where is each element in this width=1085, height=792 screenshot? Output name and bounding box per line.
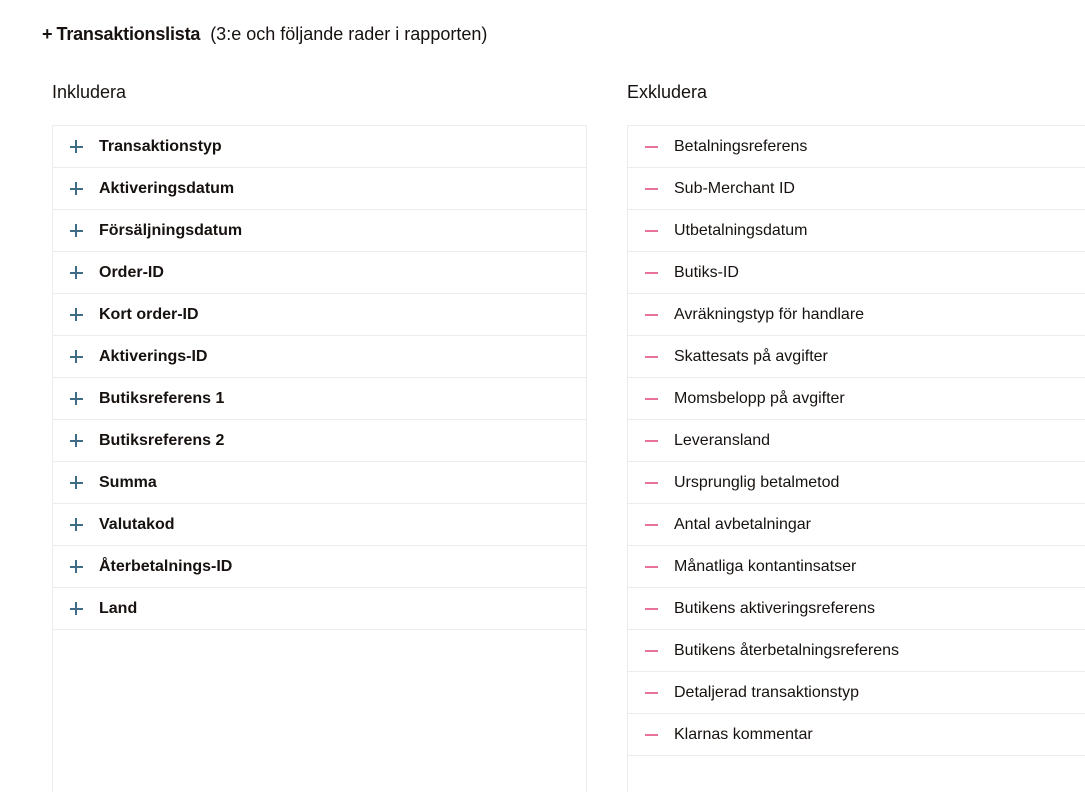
include-item-label: Butiksreferens 2 <box>99 431 225 449</box>
section-title: Transaktionslista <box>56 23 201 44</box>
include-item-label: Land <box>99 599 138 617</box>
add-icon-wrap[interactable] <box>53 462 99 504</box>
add-icon-wrap[interactable] <box>53 546 99 588</box>
include-item-butiksreferens-2[interactable] <box>53 420 586 462</box>
section-heading[interactable] <box>42 22 487 46</box>
exclude-item-leveransland[interactable] <box>628 420 1085 462</box>
expand-plus-icon[interactable]: + <box>42 23 53 44</box>
section-subtitle: (3:e och följande rader i rapporten) <box>210 23 488 44</box>
plus-icon[interactable] <box>70 392 83 405</box>
exclude-item-label: Betalningsreferens <box>674 137 808 155</box>
plus-icon[interactable] <box>70 140 83 153</box>
include-item-transaktionstyp[interactable] <box>53 126 586 168</box>
remove-icon-wrap[interactable] <box>628 630 674 672</box>
exclude-item-label: Skattesats på avgifter <box>674 347 828 365</box>
add-icon-wrap[interactable] <box>53 210 99 252</box>
exclude-item-label: Klarnas kommentar <box>674 725 813 743</box>
minus-icon[interactable] <box>645 308 658 321</box>
remove-icon-wrap[interactable] <box>628 126 674 168</box>
minus-icon[interactable] <box>645 476 658 489</box>
include-item-land[interactable] <box>53 588 586 630</box>
minus-icon[interactable] <box>645 140 658 153</box>
minus-icon[interactable] <box>645 182 658 195</box>
plus-icon[interactable] <box>70 518 83 531</box>
add-icon-wrap[interactable] <box>53 336 99 378</box>
remove-icon-wrap[interactable] <box>628 546 674 588</box>
add-icon-wrap[interactable] <box>53 420 99 462</box>
exclude-item-klarnas-kommentar[interactable] <box>628 714 1085 756</box>
exclude-item-manatliga-kontantinsatser[interactable] <box>628 546 1085 588</box>
plus-icon[interactable] <box>70 308 83 321</box>
remove-icon-wrap[interactable] <box>628 714 674 756</box>
include-item-label: Butiksreferens 1 <box>99 389 225 407</box>
exclude-list <box>627 125 1085 792</box>
include-item-label: Aktiveringsdatum <box>99 179 235 197</box>
plus-icon[interactable] <box>70 266 83 279</box>
plus-icon[interactable] <box>70 560 83 573</box>
remove-icon-wrap[interactable] <box>628 588 674 630</box>
include-list <box>52 125 587 792</box>
plus-icon[interactable] <box>70 602 83 615</box>
minus-icon[interactable] <box>645 728 658 741</box>
exclude-item-ursprunglig-betalmetod[interactable] <box>628 462 1085 504</box>
exclude-column-label: Exkludera <box>627 82 708 102</box>
remove-icon-wrap[interactable] <box>628 672 674 714</box>
exclude-item-label: Butiks-ID <box>674 263 739 281</box>
plus-icon[interactable] <box>70 476 83 489</box>
exclude-item-butikens-aterbetalningsreferens[interactable] <box>628 630 1085 672</box>
remove-icon-wrap[interactable] <box>628 294 674 336</box>
minus-icon[interactable] <box>645 350 658 363</box>
remove-icon-wrap[interactable] <box>628 252 674 294</box>
include-item-kort-order-id[interactable] <box>53 294 586 336</box>
minus-icon[interactable] <box>645 686 658 699</box>
include-item-label: Valutakod <box>99 515 175 533</box>
include-item-order-id[interactable] <box>53 252 586 294</box>
include-item-label: Transaktionstyp <box>99 137 222 155</box>
minus-icon[interactable] <box>645 560 658 573</box>
plus-icon[interactable] <box>70 224 83 237</box>
exclude-item-momsbelopp[interactable] <box>628 378 1085 420</box>
add-icon-wrap[interactable] <box>53 504 99 546</box>
exclude-item-butikens-aktiveringsreferens[interactable] <box>628 588 1085 630</box>
exclude-item-label: Utbetalningsdatum <box>674 221 808 239</box>
exclude-item-label: Månatliga kontantinsatser <box>674 557 857 575</box>
remove-icon-wrap[interactable] <box>628 378 674 420</box>
exclude-item-label: Butikens aktiveringsreferens <box>674 599 875 617</box>
add-icon-wrap[interactable] <box>53 126 99 168</box>
include-item-label: Återbetalnings-ID <box>99 557 233 575</box>
exclude-item-label: Detaljerad transaktionstyp <box>674 683 859 701</box>
include-item-forsaljningsdatum[interactable] <box>53 210 586 252</box>
exclude-item-antal-avbetalningar[interactable] <box>628 504 1085 546</box>
exclude-item-skattesats[interactable] <box>628 336 1085 378</box>
include-item-valutakod[interactable] <box>53 504 586 546</box>
remove-icon-wrap[interactable] <box>628 168 674 210</box>
remove-icon-wrap[interactable] <box>628 210 674 252</box>
exclude-item-butiks-id[interactable] <box>628 252 1085 294</box>
plus-icon[interactable] <box>70 350 83 363</box>
include-item-aktiveringsdatum[interactable] <box>53 168 586 210</box>
include-item-aterbetalnings-id[interactable] <box>53 546 586 588</box>
plus-icon[interactable] <box>70 182 83 195</box>
exclude-item-utbetalningsdatum[interactable] <box>628 210 1085 252</box>
plus-icon[interactable] <box>70 434 83 447</box>
include-item-label: Order-ID <box>99 263 164 281</box>
include-item-label: Försäljningsdatum <box>99 221 243 239</box>
include-item-aktiverings-id[interactable] <box>53 336 586 378</box>
exclude-item-label: Leveransland <box>674 431 771 449</box>
include-item-butiksreferens-1[interactable] <box>53 378 586 420</box>
minus-icon[interactable] <box>645 266 658 279</box>
remove-icon-wrap[interactable] <box>628 504 674 546</box>
add-icon-wrap[interactable] <box>53 252 99 294</box>
exclude-item-label: Avräkningstyp för handlare <box>674 305 865 323</box>
minus-icon[interactable] <box>645 518 658 531</box>
include-item-summa[interactable] <box>53 462 586 504</box>
add-icon-wrap[interactable] <box>53 588 99 630</box>
add-icon-wrap[interactable] <box>53 378 99 420</box>
exclude-item-detaljerad-transaktionstyp[interactable] <box>628 672 1085 714</box>
minus-icon[interactable] <box>645 602 658 615</box>
include-item-label: Kort order-ID <box>99 305 199 323</box>
add-icon-wrap[interactable] <box>53 168 99 210</box>
include-item-label: Summa <box>99 473 157 491</box>
exclude-item-betalningsreferens[interactable] <box>628 126 1085 168</box>
exclude-item-label: Ursprunglig betalmetod <box>674 473 840 491</box>
exclude-item-label: Sub-Merchant ID <box>674 179 795 197</box>
exclude-item-label: Antal avbetalningar <box>674 515 811 533</box>
remove-icon-wrap[interactable] <box>628 336 674 378</box>
remove-icon-wrap[interactable] <box>628 420 674 462</box>
remove-icon-wrap[interactable] <box>628 462 674 504</box>
minus-icon[interactable] <box>645 644 658 657</box>
exclude-item-avrakningstyp[interactable] <box>628 294 1085 336</box>
minus-icon[interactable] <box>645 392 658 405</box>
minus-icon[interactable] <box>645 434 658 447</box>
exclude-item-label: Butikens återbetalningsreferens <box>674 641 900 659</box>
include-column-label: Inkludera <box>52 82 127 102</box>
exclude-item-label: Momsbelopp på avgifter <box>674 389 845 407</box>
exclude-item-sub-merchant-id[interactable] <box>628 168 1085 210</box>
add-icon-wrap[interactable] <box>53 294 99 336</box>
minus-icon[interactable] <box>645 224 658 237</box>
include-item-label: Aktiverings-ID <box>99 347 208 365</box>
